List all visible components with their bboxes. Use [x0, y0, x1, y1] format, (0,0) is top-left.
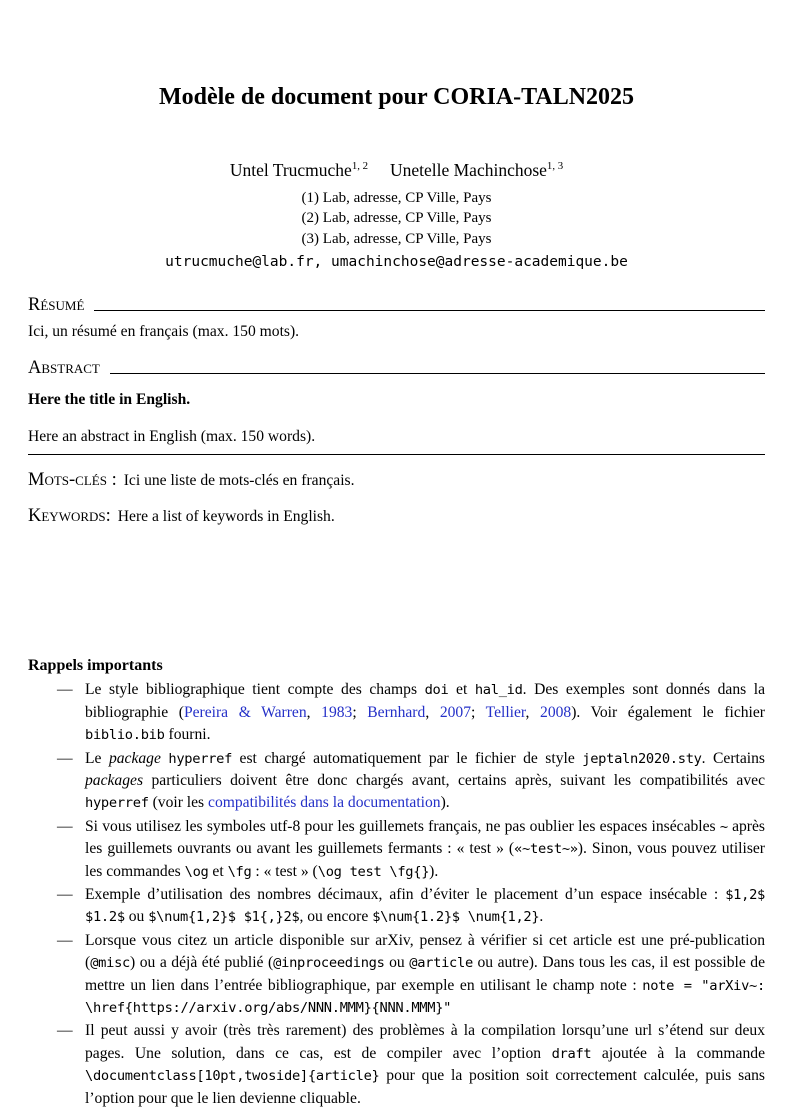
inline-link[interactable]: 2007 — [439, 703, 471, 721]
inline-code: @article — [409, 955, 473, 972]
keywords-label: Keywords: — [28, 506, 111, 527]
affiliation-3: (3) Lab, adresse, CP Ville, Pays — [301, 230, 492, 247]
inline-link[interactable]: compatibilités dans la documentation — [208, 794, 441, 812]
keywords-line — [28, 505, 765, 527]
inline-code: $\num{1,2}$ $1{,}2$ — [148, 909, 300, 926]
author-superscript: 1, 2 — [351, 160, 369, 172]
text-segment — [368, 160, 390, 180]
item-dash: — — [57, 681, 73, 699]
item-text — [85, 932, 765, 1016]
text-segment: et — [208, 862, 228, 880]
text-segment: Exemple d’utilisation des nombres décimaux, afin d’éviter le placement d’un espace insécable : — [85, 885, 726, 903]
section-heading: Rappels importants — [28, 657, 163, 675]
inline-code: \documentclass[10pt,twoside]{article} — [85, 1068, 380, 1085]
author-superscript: 1, 3 — [546, 160, 564, 172]
text-segment: est chargé automatiquement par le fichier de style — [232, 749, 583, 767]
text-segment: . — [539, 908, 544, 926]
inline-code: hyperref — [85, 795, 149, 812]
text-segment: Unetelle Machinchose — [389, 159, 547, 180]
text-segment: , — [306, 703, 322, 721]
item-dash: — — [57, 931, 73, 949]
item-text — [85, 818, 765, 880]
item-text — [85, 886, 765, 925]
inline-code: ~ — [719, 818, 728, 835]
text-segment: Le style bibliographique tient compte des champs — [85, 681, 425, 699]
list-item — [57, 679, 765, 746]
text-segment: ou autre). Dans tous les cas, il est possible de mettre un lien dans l’entrée bibliographique, par exemple en utilisant le champ note : — [85, 954, 765, 994]
inline-code: note = "arXiv~: \href{https://arxiv.org/abs/NNN.MMM}{NNN.MMM}" — [85, 977, 765, 1017]
text-segment: package — [108, 749, 161, 767]
mots-cles-line — [28, 469, 765, 491]
item-dash: — — [57, 817, 73, 835]
mots-cles-text: Ici une liste de mots-clés en français. — [123, 472, 355, 490]
text-segment: ) ou a déjà été publié ( — [130, 954, 274, 972]
item-text — [85, 750, 765, 812]
text-segment: Si vous utilisez les symboles utf-8 pour les guillemets français, ne pas oublier les espaces insécables — [85, 817, 720, 835]
item-dash: — — [57, 749, 73, 767]
english-title: Here the title in English. — [28, 391, 191, 409]
text-segment: ). — [429, 862, 439, 880]
inline-code: $\num{1.2}$ \num{1,2} — [372, 909, 540, 926]
text-segment: après les guillemets ouvrants ou avant les guillemets fermants : « test » ( — [85, 817, 765, 858]
inline-code: @misc — [90, 955, 131, 972]
abstract-section-header — [28, 357, 765, 379]
list-item — [57, 1020, 765, 1110]
text-segment: ; — [352, 703, 368, 721]
inline-link[interactable]: Bernhard — [367, 703, 426, 721]
paper-title: Modèle de document pour CORIA-TALN2025 — [158, 84, 635, 110]
mots-cles-label: Mots-clés : — [28, 470, 117, 491]
list-item — [57, 748, 765, 815]
text-segment: et — [448, 681, 475, 699]
inline-code: \fg — [227, 863, 252, 880]
inline-code: @inproceedings — [273, 955, 385, 972]
item-text — [85, 1022, 765, 1106]
inline-link[interactable]: Tellier — [485, 703, 526, 721]
text-segment: Untel Trucmuche — [229, 159, 352, 180]
affiliation-1: (1) Lab, adresse, CP Ville, Pays — [301, 189, 492, 206]
section-rule — [110, 373, 765, 374]
text-segment: , — [525, 703, 541, 721]
text-segment: , ou encore — [299, 908, 373, 926]
inline-code: draft — [551, 1045, 592, 1062]
text-segment: ; — [471, 703, 486, 721]
list-item — [57, 884, 765, 929]
resume-section-header — [28, 294, 765, 316]
text-segment: ou — [124, 908, 149, 926]
item-text — [85, 681, 765, 743]
inline-link[interactable]: Pereira & Warren — [183, 703, 307, 721]
text-segment: particuliers doivent être donc chargés avant, certains après, suivant les compatibilités avec — [143, 771, 765, 789]
text-segment: , — [425, 703, 440, 721]
inline-code: $1,2$ $1.2$ — [85, 886, 765, 926]
text-segment: ou — [384, 954, 410, 972]
text-segment: fourni. — [164, 726, 211, 744]
inline-code: «~test~» — [514, 841, 578, 858]
abstract-text: Here an abstract in English (max. 150 words). — [28, 426, 765, 455]
text-segment: ). — [440, 794, 450, 812]
section-rule — [94, 310, 765, 311]
keywords-text: Here a list of keywords in English. — [117, 508, 335, 526]
item-dash: — — [57, 1022, 73, 1040]
authors-line — [28, 155, 765, 181]
inline-code: \og test \fg{} — [317, 863, 430, 880]
text-segment: Il peut aussi y avoir (très très rarement) des problèmes à la compilation lorsqu’une url s’étend sur deux pages. Une solution, dans ce cas, est de compiler avec l’option — [85, 1022, 765, 1062]
inline-code: biblio.bib — [85, 727, 165, 744]
text-segment: : « test » ( — [251, 862, 318, 880]
text-segment: Le — [85, 749, 109, 767]
affiliation-2: (2) Lab, adresse, CP Ville, Pays — [301, 210, 492, 227]
text-segment: . Des exemples sont donnés dans la bibliographie ( — [85, 681, 765, 721]
author-emails: utrucmuche@lab.fr, umachinchose@adresse-academique.be — [165, 254, 628, 271]
affiliations-block — [28, 188, 765, 250]
rappels-section — [28, 655, 765, 1110]
resume-label: Résumé — [28, 295, 85, 316]
text-segment: ajoutée à la commande — [591, 1044, 765, 1062]
text-segment: ). Sinon, vous pouvez utiliser les commandes — [85, 840, 766, 880]
inline-code: doi — [424, 682, 449, 699]
inline-code: \og — [184, 863, 209, 880]
text-segment: (voir les — [148, 794, 209, 812]
inline-code: hyperref — [168, 750, 233, 767]
inline-code: jeptaln2020.sty — [582, 750, 702, 767]
text-segment: packages — [85, 771, 144, 789]
inline-code: hal_id — [474, 682, 523, 699]
list-item — [57, 930, 765, 1020]
text-segment: ). Voir également le fichier — [571, 703, 766, 721]
inline-link[interactable]: 1983 — [321, 703, 353, 721]
list-item — [57, 816, 765, 883]
text-segment: pour que la position soit correctement calculée, puis sans l’option pour que le lien devienne cliquable. — [85, 1067, 765, 1107]
item-dash: — — [57, 885, 73, 903]
text-segment: Lorsque vous citez un article disponible sur arXiv, pensez à vérifier si cet article est une pré-publication ( — [85, 931, 765, 972]
resume-text: Ici, un résumé en français (max. 150 mots). — [28, 323, 300, 341]
inline-link[interactable]: 2008 — [540, 703, 572, 721]
text-segment: . Certains — [701, 749, 765, 767]
abstract-label: Abstract — [28, 358, 100, 379]
